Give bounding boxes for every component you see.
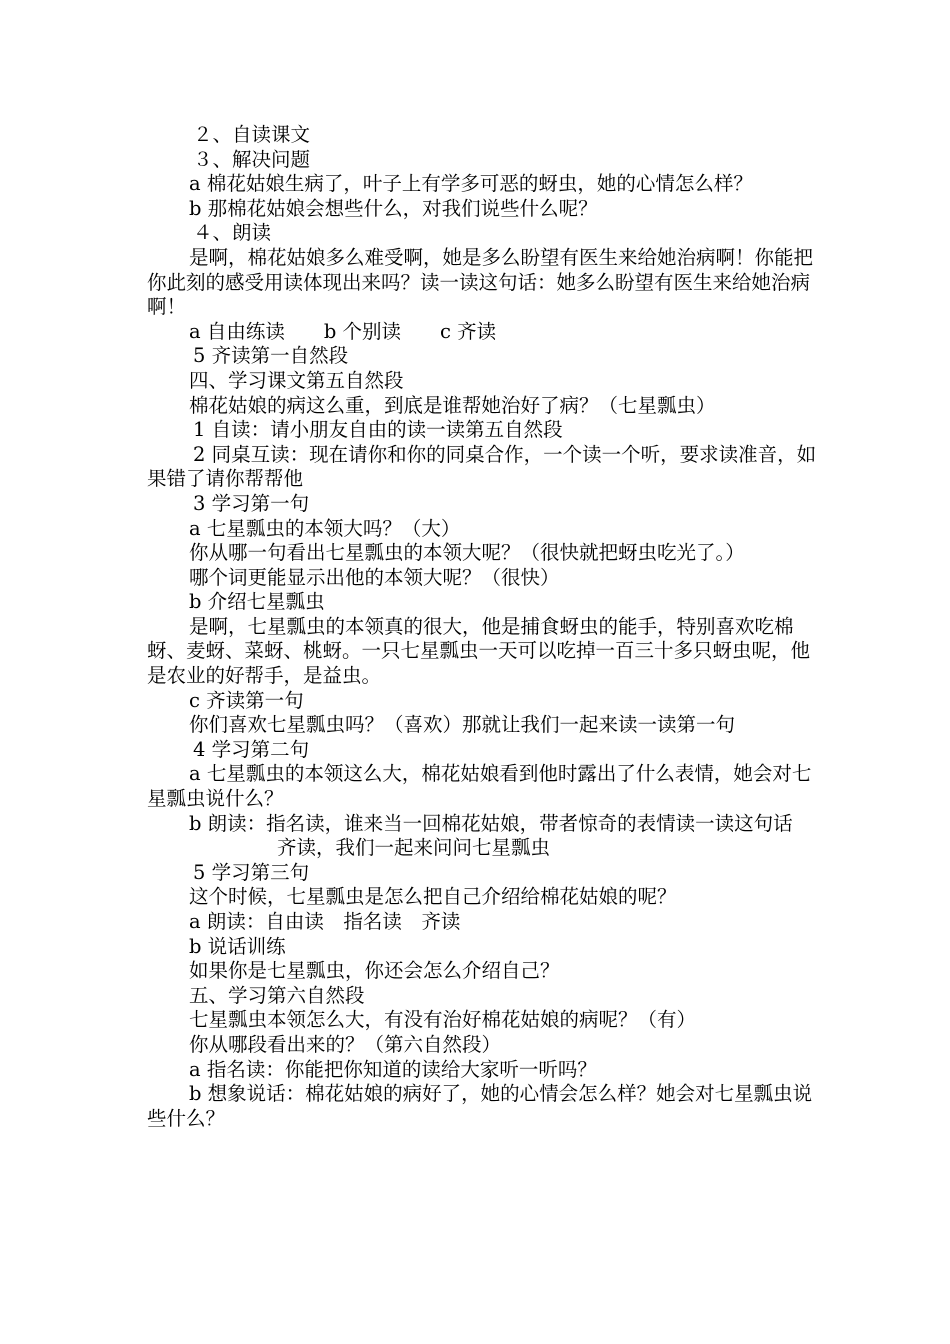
paragraph: 是啊，棉花姑娘多么难受啊，她是多么盼望有医生来给她治病啊！你能把你此刻的感受用读体现出来吗？读一读这句话：她多么盼望有医生来给她治病啊！ xyxy=(147,245,814,319)
paragraph: 5 学习第三句 xyxy=(193,860,310,884)
paragraph: 哪个词更能显示出他的本领大呢？（很快） xyxy=(189,565,560,589)
paragraph: 你们喜欢七星瓢虫吗？（喜欢）那就让我们一起来读一读第一句 xyxy=(189,713,736,737)
paragraph: 如果你是七星瓢虫，你还会怎么介绍自己？ xyxy=(189,959,560,983)
paragraph: 3 学习第一句 xyxy=(193,491,310,515)
paragraph: ４、朗读 xyxy=(193,221,272,245)
paragraph: 4 学习第二句 xyxy=(193,737,310,761)
paragraph: 是啊，七星瓢虫的本领真的很大，他是捕食蚜虫的能手，特别喜欢吃棉蚜、麦蚜、菜蚜、桃蚜。一只七星瓢虫一天可以吃掉一百三十多只蚜虫呢，他是农业的好帮手，是益虫。 xyxy=(147,614,811,688)
paragraph: a 指名读：你能把你知道的读给大家听一听吗？ xyxy=(189,1057,597,1081)
paragraph: b 介绍七星瓢虫 xyxy=(189,590,325,614)
paragraph: 齐读，我们一起来问问七星瓢虫 xyxy=(277,836,551,860)
paragraph: 这个时候，七星瓢虫是怎么把自己介绍给棉花姑娘的呢？ xyxy=(189,885,677,909)
document-body xyxy=(147,123,817,1131)
paragraph: b 说话训练 xyxy=(189,934,286,958)
paragraph: c 齐读第一句 xyxy=(189,688,304,712)
section-heading: 四、学习课文第五自然段 xyxy=(189,368,404,392)
paragraph: ３、解决问题 xyxy=(193,147,311,171)
paragraph: 1 自读：请小朋友自由的读一读第五自然段 xyxy=(193,418,563,442)
paragraph: 2 同桌互读：现在请你和你的同桌合作，一个读一个听，要求读准音，如果错了请你帮帮他 xyxy=(147,442,817,491)
paragraph: 你从哪一句看出七星瓢虫的本领大呢？（很快就把蚜虫吃光了。） xyxy=(189,541,745,565)
paragraph: a 七星瓢虫的本领大吗？（大） xyxy=(189,516,461,540)
paragraph: 5 齐读第一自然段 xyxy=(193,344,349,368)
paragraph: 棉花姑娘的病这么重，到底是谁帮她治好了病？（七星瓢虫） xyxy=(189,393,716,417)
paragraph: b 那棉花姑娘会想些什么，对我们说些什么呢？ xyxy=(189,196,598,220)
paragraph: b 想象说话：棉花姑娘的病好了，她的心情会怎么样？她会对七星瓢虫说些什么？ xyxy=(147,1082,813,1130)
paragraph: a 七星瓢虫的本领这么大，棉花姑娘看到他时露出了什么表情，她会对七星瓢虫说什么？ xyxy=(147,762,812,811)
paragraph: b 朗读：指名读，谁来当一回棉花姑娘，带者惊奇的表情读一读这句话 xyxy=(189,811,793,835)
paragraph: ２、自读课文 xyxy=(193,123,311,146)
section-heading: 五、学习第六自然段 xyxy=(189,983,365,1007)
paragraph: a 棉花姑娘生病了，叶子上有学多可恶的蚜虫，她的心情怎么样？ xyxy=(189,172,753,196)
paragraph: a 自由练读 b 个别读 c 齐读 xyxy=(189,319,497,343)
paragraph: 你从哪段看出来的？（第六自然段） xyxy=(189,1032,502,1056)
paragraph: 七星瓢虫本领怎么大，有没有治好棉花姑娘的病呢？（有） xyxy=(189,1008,697,1032)
paragraph: a 朗读：自由读 指名读 齐读 xyxy=(189,910,461,933)
